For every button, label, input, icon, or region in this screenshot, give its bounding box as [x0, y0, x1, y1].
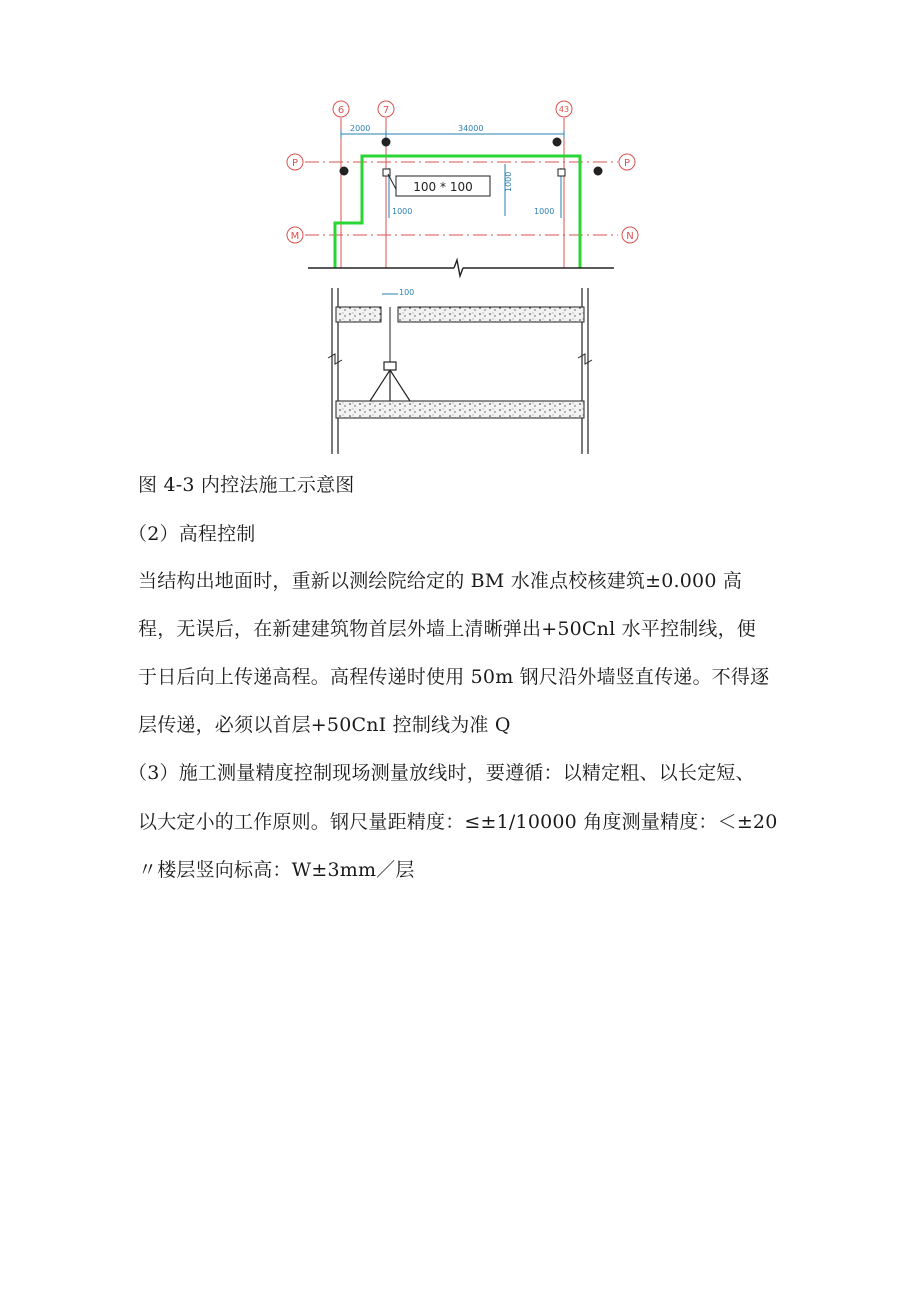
axis-bubble-n	[622, 227, 638, 243]
ground-line	[308, 260, 614, 276]
dim-1000-vertical: 1000	[504, 171, 513, 192]
dim-1000-right: 1000	[534, 207, 555, 216]
dim-1000-left: 1000	[392, 207, 413, 216]
axis-label-p-right: P	[623, 158, 631, 169]
axis-bubble-p-right	[619, 154, 635, 170]
paragraph-line: 〃楼层竖向标高：W±3mm／层	[138, 859, 415, 881]
dim-2000: 2000	[350, 124, 371, 133]
axis-label-m: M	[290, 231, 300, 242]
axis-bubble-7	[378, 101, 394, 117]
axis-bubble-43	[556, 101, 572, 117]
axis-label-43: 43	[558, 105, 570, 114]
paragraph-line: 层传递，必须以首层+50CnI 控制线为准 Q	[138, 714, 511, 736]
axis-label-n: N	[626, 231, 634, 242]
construction-diagram	[278, 96, 642, 454]
slab-bottom	[336, 401, 584, 418]
axis-bubble-p-left	[287, 154, 303, 170]
wall-break-marks	[328, 354, 592, 364]
paragraph-line: 于日后向上传递高程。高程传递时使用 50m 钢尺沿外墙竖直传递。不得逐	[138, 666, 770, 688]
axis-bubble-6	[333, 101, 349, 117]
paragraph-line: 程，无误后，在新建建筑物首层外墙上清晰弹出+50Cnl 水平控制线，便	[138, 618, 756, 640]
paragraph-line: 当结构出地面时，重新以测绘院给定的 BM 水准点校核建筑±0.000 高	[138, 570, 743, 592]
slab-top-right	[398, 307, 584, 322]
section-3-heading: （3）施工测量精度控制现场测量放线时，要遵循：以精定粗、以长定短、	[128, 762, 755, 784]
callout-label: 100 * 100	[413, 180, 473, 194]
slab-top-left	[336, 307, 381, 322]
figure-caption: 图 4-3 内控法施工示意图	[138, 474, 355, 496]
control-point-right	[558, 169, 565, 176]
diagram-svg	[278, 96, 642, 454]
dim-100: 100	[399, 288, 415, 297]
axis-label-7: 7	[382, 105, 390, 116]
dimension-lines	[341, 130, 564, 218]
tripod-instrument	[370, 362, 410, 401]
dim-34000: 34000	[458, 124, 484, 133]
paragraph-line: 以大定小的工作原则。钢尺量距精度：≤±1/10000 角度测量精度：＜±20	[138, 811, 778, 833]
axis-label-6: 6	[337, 105, 345, 116]
axis-label-p-left: P	[291, 158, 299, 169]
axis-bubble-m	[287, 227, 303, 243]
section-2-heading: （2）高程控制	[128, 523, 256, 545]
